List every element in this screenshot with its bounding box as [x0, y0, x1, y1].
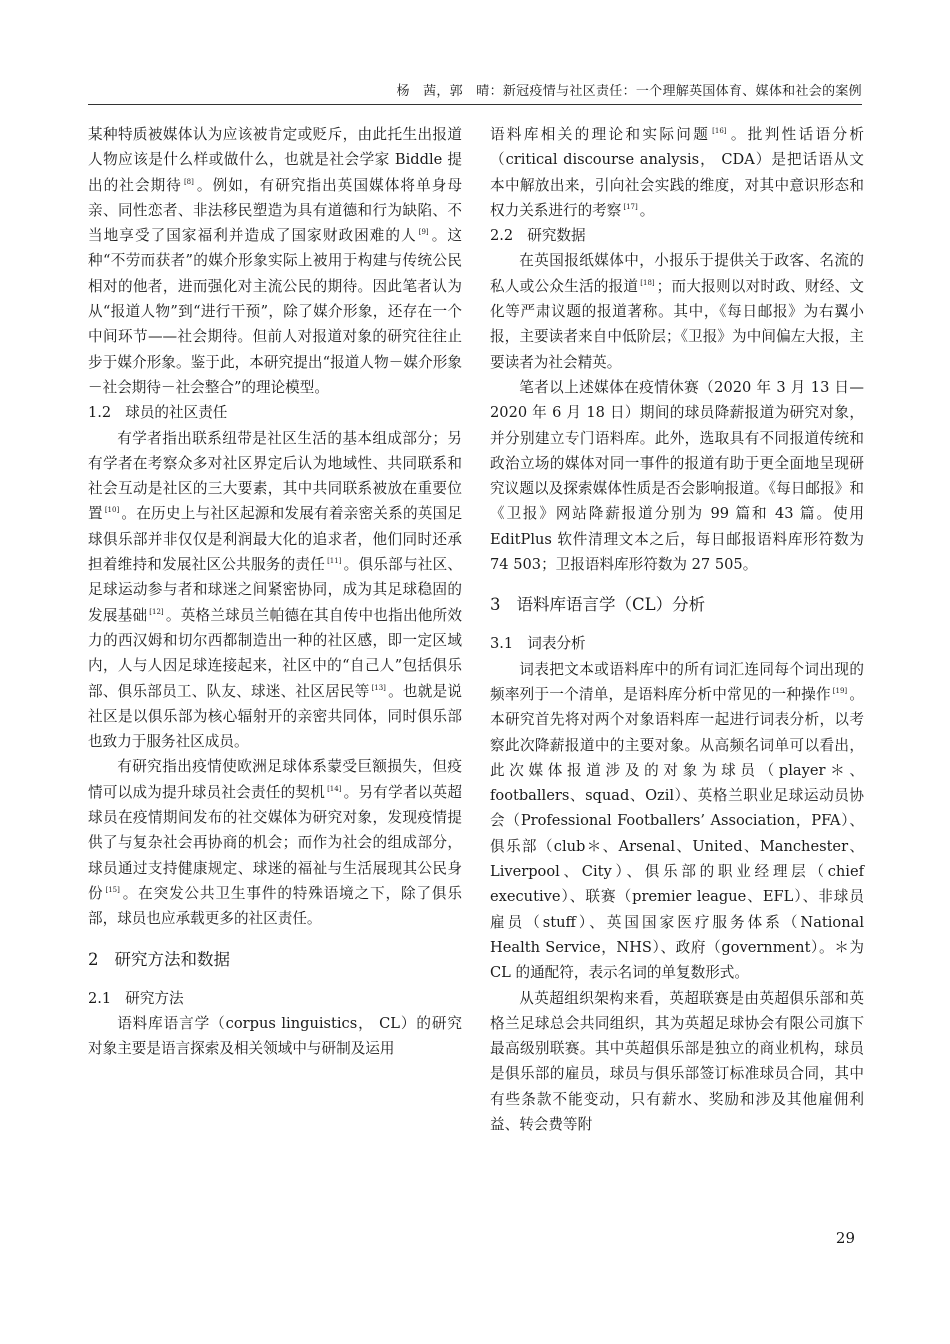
text-run: 有研究指出疫情使欧洲足球体系蒙受巨额损失，但疫情可以成为提升球员社会责任的契机: [88, 758, 462, 801]
citation-ref: [12]: [149, 607, 164, 616]
citation-ref: [10]: [104, 506, 120, 515]
text-run: 。在突发公共卫生事件的特殊语境之下，除了俱乐部，球员也应承载更多的社区责任。: [88, 884, 462, 928]
text-run: 语料库语言学（corpus linguistics， CL）的研究对象主要是语言探索及相关领域中与研制及运用: [88, 1014, 462, 1058]
text-run: 。例如，有研究指出英国媒体将单身母亲、同性恋者、非法移民塑造为具有道德和行为缺陷、不当地享受了国家福利并造成了国家财政困难的人: [88, 176, 462, 245]
paragraph: [88, 122, 462, 400]
paragraph: [88, 426, 462, 755]
text-run: 笔者以上述媒体在疫情休赛（2020 年 3 月 13 日—2020 年 6 月 18 日）期间的球员降薪报道为研究对象，并分别建立专门语料库。此外，选取具有不同报道传统和政治立场的媒体对同一事件的报道有助于更全面地呈现研究议题以及探索媒体性质是否会影响报道。《每日邮报》和《卫报》网站降薪报道分别为 99 篇和 43 篇。使用 EditPlus 软件清理文本之后，每日邮报语料库形符数为 74 503；卫报语料库形符数为 27 505。: [490, 378, 864, 574]
citation-ref: [9]: [418, 228, 429, 237]
left-column: [88, 122, 462, 1061]
section-heading-2-2: 2.2 研究数据: [490, 227, 586, 245]
section-heading-3: 3 语料库语言学（CL）分析: [490, 595, 706, 615]
paragraph: [490, 657, 864, 986]
text-run: 。: [639, 201, 655, 219]
section-heading-2-1: 2.1 研究方法: [88, 989, 184, 1007]
paragraph: [88, 1011, 462, 1062]
paragraph: [490, 248, 864, 374]
paragraph: [88, 754, 462, 931]
text-run: 。这种“不劳而获者”的媒介形象实际上被用于构建与传统公民相对的他者，进而强化对主流公民的期待。因此笔者认为从“报道人物”到“进行干预”，除了媒介形象，还存在一个中间环节——社会期待。但前人对报道对象的研究往往止步于媒介形象。鉴于此，本研究提出“报道人物－媒介形象－社会期待－社会整合”的理论模型。: [88, 227, 462, 396]
citation-ref: [14]: [327, 784, 342, 793]
right-column: [490, 122, 864, 1137]
text-run: 。在历史上与社区起源和发展有着亲密关系的英国足球俱乐部并非仅仅是利润最大化的追求者，他们同时还承担着维持和发展社区公共服务的责任: [88, 505, 462, 574]
text-run: 。英格兰球员兰帕德在其自传中也指出他所效力的西汉姆和切尔西都制造出一种的社区感，即一定区域内，人与人因足球连接起来，社区中的“自己人”包括俱乐部、俱乐部员工、队友、球迷、社区居民等: [88, 606, 462, 700]
text-run: 。批判性话语分析（critical discourse analysis， CDA）是把话语从文本中解放出来，引向社会实践的维度，对其中意识形态和权力关系进行的考察: [490, 126, 864, 219]
section-heading-3-1: 3.1 词表分析: [490, 635, 586, 653]
citation-ref: [8]: [183, 177, 194, 186]
paragraph: [490, 986, 864, 1138]
text-run: 有学者指出联系纽带是社区生活的基本组成部分；另有学者在考察众多对社区界定后认为地域性、共同联系和社会互动是社区的三大要素，其中共同联系被放在重要位置: [88, 429, 462, 523]
citation-ref: [18]: [640, 278, 655, 287]
text-run: 。另有学者以英超球员在疫情期间发布的社交媒体为研究对象，发现疫情提供了与复杂社会再协商的机会；而作为社会的组成部分，球员通过支持健康规定、球迷的福祉与生活展现其公民身份: [88, 783, 462, 902]
citation-ref: [13]: [371, 683, 386, 692]
text-run: 词表把文本或语料库中的所有词汇连同每个词出现的频率列于一个清单，是语料库分析中常见的一种操作: [490, 660, 864, 703]
header-rule: [88, 104, 862, 105]
text-run: 。本研究首先将对两个对象语料库一起进行词表分析，以考察此次降薪报道中的主要对象。从高频名词单可以看出，此次媒体报道涉及的对象为球员（player＊、footballers、squad、Ozil）、英格兰职业足球运动员协会（Professional Footballers’ Association，PFA）、俱乐部（club＊、Arsenal、United、Manchester、Liverpool、City）、俱乐部的职业经理层（chief executive）、联赛（premier league、EFL）、非球员雇员（stuff）、英国国家医疗服务体系（National Health Service，NHS）、政府（government）。＊为 CL 的通配符，表示名词的单复数形式。: [490, 685, 864, 982]
citation-ref: [16]: [712, 127, 727, 135]
section-heading-2: 2 研究方法和数据: [88, 949, 230, 969]
citation-ref: [15]: [105, 885, 120, 894]
citation-ref: [19]: [832, 686, 848, 695]
paragraph: [490, 122, 864, 223]
paragraph: [490, 375, 864, 577]
text-run: 。俱乐部与社区、足球运动参与者和球迷之间紧密协同，成为其足球稳固的发展基础: [88, 556, 462, 624]
citation-ref: [17]: [623, 202, 638, 211]
text-run: 某种特质被媒体认为应该被肯定或贬斥，由此托生出报道人物应该是什么样或做什么，也就是社会学家 Biddle 提出的社会期待: [88, 126, 462, 194]
section-heading-1-2: 1.2 球员的社区责任: [88, 404, 228, 422]
page-number: 29: [835, 1229, 855, 1247]
text-run: ；而大报则以对时政、财经、文化等严肃议题的报道著称。其中，《每日邮报》为右翼小报，主要读者来自中低阶层；《卫报》为中间偏左大报，主要读者为社会精英。: [490, 277, 864, 371]
text-run: 从英超组织架构来看，英超联赛是由英超俱乐部和英格兰足球总会共同组织，其为英超足球协会有限公司旗下最高级别联赛。其中英超俱乐部是独立的商业机构，球员是俱乐部的雇员，球员与俱乐部签订标准球员合同，其中有些条款不能变动，只有薪水、奖励和涉及其他雇佣利益、转会费等附: [490, 989, 864, 1133]
citation-ref: [11]: [327, 557, 342, 566]
text-run: 。也就是说社区是以俱乐部为核心辐射开的亲密共同体，同时俱乐部也致力于服务社区成员。: [88, 682, 462, 751]
running-head: 杨 茜，郭 晴：新冠疫情与社区责任：一个理解英国体育、媒体和社会的案例: [396, 84, 862, 99]
text-run: 语料库相关的理论和实际问题: [490, 126, 711, 143]
text-run: 在英国报纸媒体中，小报乐于提供关于政客、名流的私人或公众生活的报道: [490, 252, 864, 295]
